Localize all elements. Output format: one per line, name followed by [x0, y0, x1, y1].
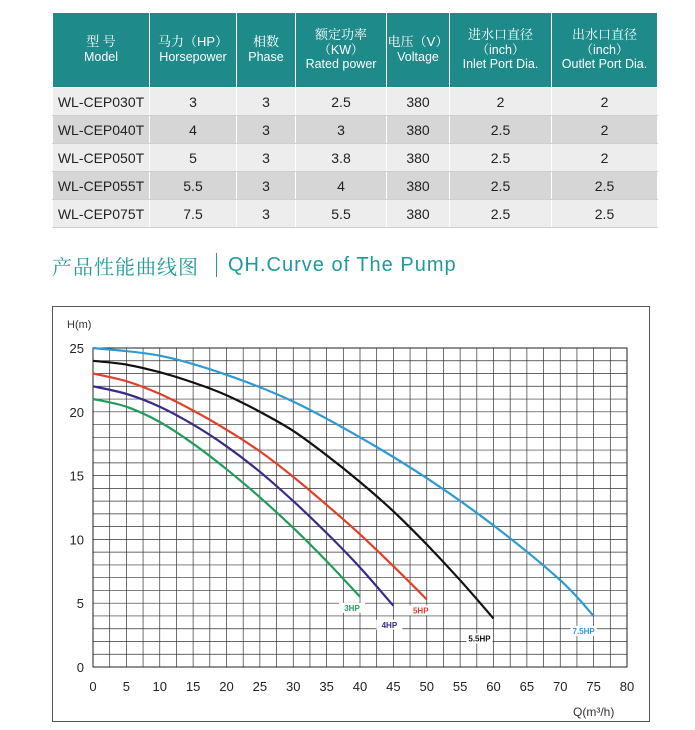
cell-rated-power: 3 — [296, 116, 387, 144]
cell-horsepower: 5.5 — [150, 172, 237, 200]
cell-outlet: 2 — [552, 144, 658, 172]
header-phase: 相数 Phase — [237, 13, 296, 88]
qh-chart — [53, 307, 649, 721]
x-tick-label: 15 — [185, 679, 201, 694]
cell-voltage: 380 — [387, 172, 450, 200]
table-row — [53, 144, 658, 172]
x-tick-label: 65 — [519, 679, 535, 694]
x-tick-label: 50 — [419, 679, 434, 694]
cell-inlet: 2.5 — [450, 200, 552, 228]
header-outlet: 出水口直径 （inch） Outlet Port Dia. — [552, 13, 658, 88]
cell-voltage: 380 — [387, 116, 450, 144]
header-rated-power: 额定功率 （KW） Rated power — [296, 13, 387, 88]
y-tick-label: 5 — [76, 596, 84, 612]
x-tick-label: 30 — [286, 679, 301, 694]
x-tick-label: 55 — [452, 679, 468, 694]
cell-phase: 3 — [237, 116, 296, 144]
cell-inlet: 2 — [450, 88, 552, 116]
cell-phase: 3 — [237, 88, 296, 116]
section-title-cn: 产品性能曲线图 — [52, 256, 199, 279]
title-divider — [216, 253, 217, 277]
cell-rated-power: 4 — [296, 172, 387, 200]
table-header-row — [53, 13, 658, 88]
x-tick-label: 5 — [122, 679, 130, 694]
x-tick-label: 70 — [553, 679, 568, 694]
cell-outlet: 2 — [552, 88, 658, 116]
series-label: 3HP — [344, 603, 360, 613]
cell-rated-power: 2.5 — [296, 88, 387, 116]
cell-outlet: 2.5 — [552, 200, 658, 228]
cell-horsepower: 4 — [150, 116, 237, 144]
series-label: 4HP — [381, 620, 398, 630]
cell-model: WL-CEP050T — [53, 144, 150, 172]
cell-model: WL-CEP075T — [53, 200, 150, 228]
cell-model: WL-CEP055T — [53, 172, 150, 200]
x-axis-label: Q(m³/h) — [573, 705, 615, 719]
table-row — [53, 116, 658, 144]
header-horsepower: 马力（HP） Horsepower — [150, 13, 237, 88]
x-tick-label: 40 — [352, 679, 368, 694]
qh-chart-frame — [52, 306, 650, 722]
cell-phase: 3 — [237, 144, 296, 172]
x-tick-label: 80 — [619, 679, 635, 694]
table-row — [53, 88, 658, 116]
x-tick-label: 75 — [586, 679, 601, 694]
cell-inlet: 2.5 — [450, 116, 552, 144]
header-model: 型 号 Model — [53, 13, 150, 88]
cell-phase: 3 — [237, 200, 296, 228]
x-tick-label: 0 — [89, 679, 97, 694]
series-label: 5.5HP — [468, 634, 491, 644]
x-tick-label: 20 — [219, 679, 234, 694]
cell-voltage: 380 — [387, 88, 450, 116]
cell-voltage: 380 — [387, 200, 450, 228]
table-row — [53, 200, 658, 228]
table-row — [53, 172, 658, 200]
series-label: 7.5HP — [572, 626, 595, 636]
cell-model: WL-CEP030T — [53, 88, 150, 116]
cell-horsepower: 5 — [150, 144, 237, 172]
y-axis-label: H(m) — [67, 319, 92, 331]
y-tick-label: 20 — [69, 404, 84, 420]
header-voltage: 电压（V） Voltage — [387, 13, 450, 88]
x-tick-label: 35 — [319, 679, 334, 694]
cell-outlet: 2 — [552, 116, 658, 144]
cell-outlet: 2.5 — [552, 172, 658, 200]
y-tick-label: 25 — [69, 341, 84, 356]
cell-model: WL-CEP040T — [53, 116, 150, 144]
cell-phase: 3 — [237, 172, 296, 200]
cell-horsepower: 7.5 — [150, 200, 237, 228]
cell-inlet: 2.5 — [450, 144, 552, 172]
y-tick-label: 15 — [69, 468, 84, 484]
cell-voltage: 380 — [387, 144, 450, 172]
header-inlet: 进水口直径 （inch） Inlet Port Dia. — [450, 13, 552, 88]
y-tick-label: 0 — [76, 660, 84, 675]
cell-inlet: 2.5 — [450, 172, 552, 200]
x-tick-label: 60 — [486, 679, 501, 694]
x-tick-label: 45 — [386, 679, 401, 694]
section-title-en: QH.Curve of The Pump — [228, 253, 457, 276]
section-title — [52, 250, 457, 280]
x-tick-label: 10 — [152, 679, 167, 694]
cell-horsepower: 3 — [150, 88, 237, 116]
x-tick-label: 25 — [252, 679, 268, 694]
series-label: 5HP — [412, 606, 429, 616]
y-tick-label: 10 — [69, 532, 84, 548]
cell-rated-power: 3.8 — [296, 144, 387, 172]
spec-table — [52, 12, 658, 228]
cell-rated-power: 5.5 — [296, 200, 387, 228]
